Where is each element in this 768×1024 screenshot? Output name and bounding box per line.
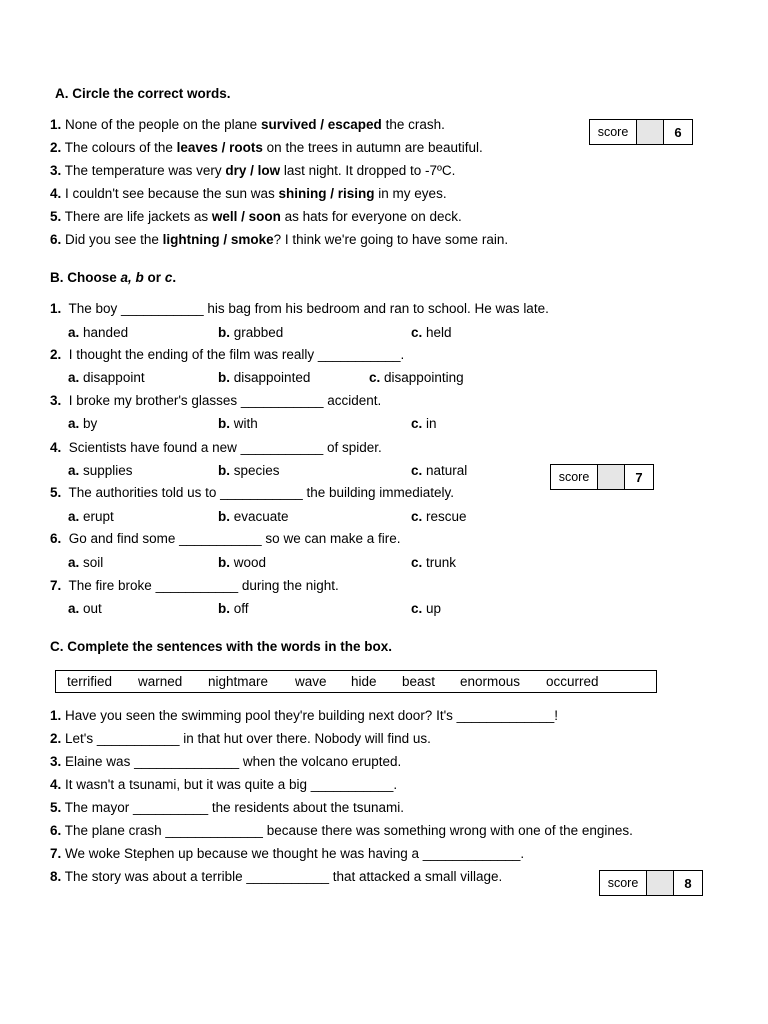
question-b7: 7. The fire broke ___________ during the night. <box>50 578 339 593</box>
question-b2: 2. I thought the ending of the film was really ___________. <box>50 347 405 362</box>
option-c[interactable]: c. disappointing <box>369 370 464 385</box>
score-entry-field[interactable] <box>637 120 664 144</box>
option-a[interactable]: a. erupt <box>68 509 114 524</box>
question-c5: 5. The mayor __________ the residents about the tsunami. <box>50 800 405 815</box>
word-box-item: occurred <box>546 674 599 689</box>
option-b[interactable]: b. with <box>218 416 258 431</box>
word-box-item: terrified <box>67 674 113 689</box>
option-b[interactable]: b. wood <box>218 555 267 570</box>
word-box-item: wave <box>295 674 327 689</box>
section-b-score-box <box>550 464 654 490</box>
question-a4: 4. I couldn't see because the sun was shining / rising in my eyes. <box>50 186 447 201</box>
question-c6: 6. The plane crash _____________ because there was something wrong with one of the engines. <box>50 823 633 838</box>
question-c7: 7. We woke Stephen up because we thought he was having a _____________. <box>50 846 525 861</box>
question-b6: 6. Go and find some ___________ so we can make a fire. <box>50 531 401 546</box>
word-box-item: enormous <box>460 674 521 689</box>
section-c-score-box <box>599 870 703 896</box>
question-c2: 2. Let's ___________ in that hut over there. Nobody will find us. <box>50 731 431 746</box>
option-c[interactable]: c. held <box>411 325 452 340</box>
score-max: 6 <box>674 124 682 140</box>
section-c-heading: C. Complete the sentences with the words in the box. <box>50 639 393 654</box>
option-c[interactable]: c. natural <box>411 463 468 478</box>
question-c3: 3. Elaine was ______________ when the volcano erupted. <box>50 754 402 769</box>
option-c[interactable]: c. in <box>411 416 437 431</box>
word-choice[interactable]: shining / rising <box>278 186 375 201</box>
word-box-item: beast <box>402 674 436 689</box>
option-a[interactable]: a. disappoint <box>68 370 145 385</box>
score-max: 8 <box>684 875 692 891</box>
score-label: score <box>551 465 598 489</box>
option-b[interactable]: b. evacuate <box>218 509 289 524</box>
option-b[interactable]: b. species <box>218 463 280 478</box>
option-c[interactable]: c. trunk <box>411 555 457 570</box>
option-a[interactable]: a. soil <box>68 555 104 570</box>
option-a[interactable]: a. supplies <box>68 463 133 478</box>
section-b-heading: B. Choose a, b or c. <box>50 270 177 285</box>
option-c[interactable]: c. rescue <box>411 509 467 524</box>
word-choice[interactable]: dry / low <box>225 163 281 178</box>
question-a1: 1. None of the people on the plane survived / escaped the crash. <box>50 117 445 132</box>
question-a5: 5. There are life jackets as well / soon as hats for everyone on deck. <box>50 209 462 224</box>
section-a-heading: A. Circle the correct words. <box>55 86 231 101</box>
word-choice[interactable]: survived / escaped <box>260 117 382 132</box>
option-b[interactable]: b. grabbed <box>218 325 284 340</box>
question-b4: 4. Scientists have found a new ___________ of spider. <box>50 440 382 455</box>
question-a2: 2. The colours of the leaves / roots on the trees in autumn are beautiful. <box>50 140 483 155</box>
option-a[interactable]: a. out <box>68 601 102 616</box>
word-choice[interactable]: lightning / smoke <box>162 232 274 247</box>
option-a[interactable]: a. handed <box>68 325 129 340</box>
word-box-item: nightmare <box>208 674 269 689</box>
question-a3: 3. The temperature was very dry / low last night. It dropped to -7ºC. <box>50 163 456 178</box>
option-a[interactable]: a. by <box>68 416 98 431</box>
score-label: score <box>590 120 637 144</box>
word-box-item: warned <box>138 674 183 689</box>
word-choice[interactable]: well / soon <box>211 209 281 224</box>
question-c4: 4. It wasn't a tsunami, but it was quite a big ___________. <box>50 777 398 792</box>
question-b1: 1. The boy ___________ his bag from his bedroom and ran to school. He was late. <box>50 301 549 316</box>
question-b5: 5. The authorities told us to ___________ the building immediately. <box>50 485 455 500</box>
score-entry-field[interactable] <box>598 465 625 489</box>
question-a6: 6. Did you see the lightning / smoke? I think we're going to have some rain. <box>50 232 509 247</box>
score-max: 7 <box>635 469 643 485</box>
question-c8: 8. The story was about a terrible ___________ that attacked a small village. <box>50 869 503 884</box>
option-b[interactable]: b. off <box>218 601 249 616</box>
option-b[interactable]: b. disappointed <box>218 370 311 385</box>
section-a-score-box <box>589 119 693 145</box>
question-b3: 3. I broke my brother's glasses ___________ accident. <box>50 393 382 408</box>
word-box <box>55 670 657 693</box>
word-choice[interactable]: leaves / roots <box>176 140 263 155</box>
word-box-item: hide <box>351 674 377 689</box>
score-label: score <box>600 871 647 895</box>
score-entry-field[interactable] <box>647 871 674 895</box>
option-c[interactable]: c. up <box>411 601 442 616</box>
question-c1: 1. Have you seen the swimming pool they're building next door? It's _____________! <box>50 708 559 723</box>
